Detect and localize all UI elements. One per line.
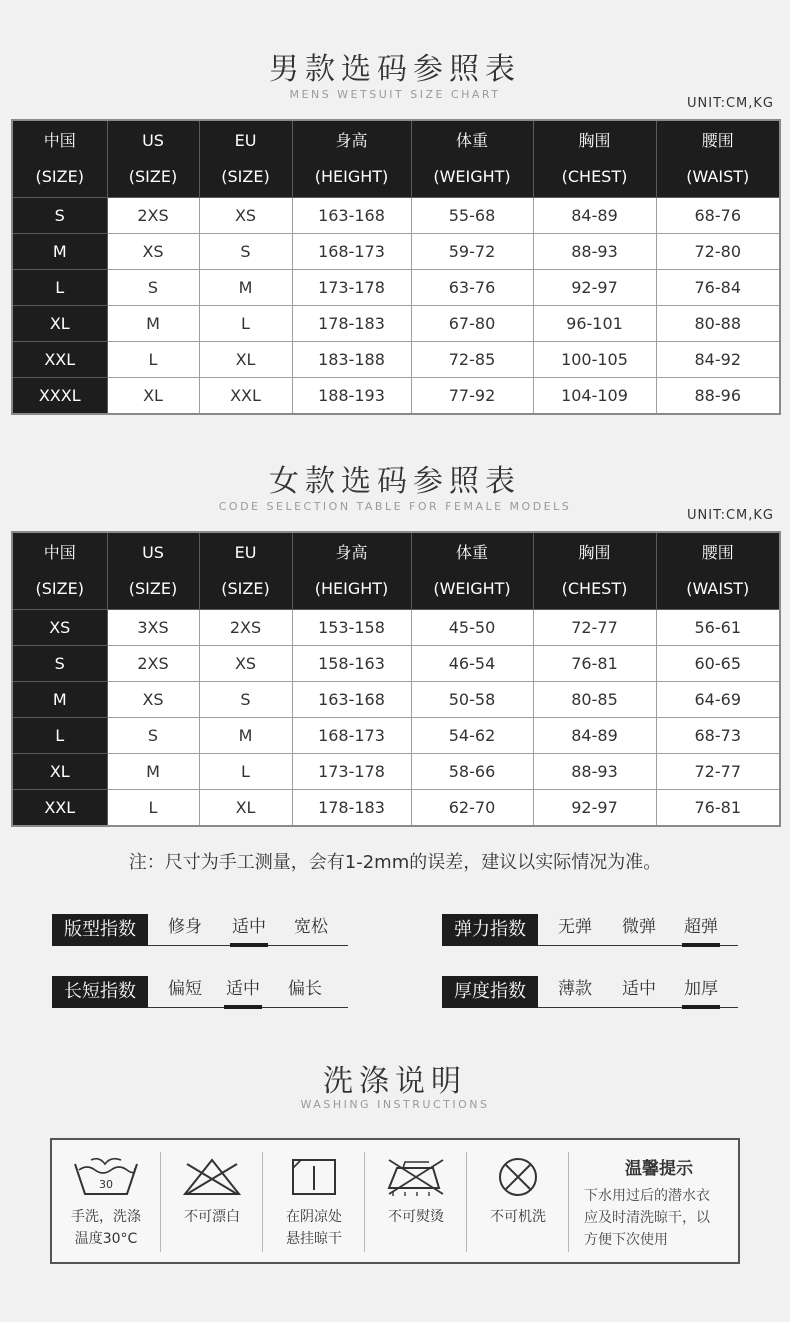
tips-text: 下水用过后的潜水衣 应及时清洗晾干，以 方便下次使用 <box>584 1188 710 1248</box>
weight-cell: 67-80 <box>411 306 533 342</box>
washing-instructions-box <box>50 1138 740 1264</box>
length-option-1: 偏短 <box>168 979 202 999</box>
us-size-cell: XL <box>107 378 199 415</box>
eu-size-cell: S <box>199 234 292 270</box>
wash-caption: 不可漂白 <box>184 1209 240 1225</box>
weight-cell: 59-72 <box>411 234 533 270</box>
eu-size-cell: L <box>199 306 292 342</box>
height-cell: 188-193 <box>292 378 411 415</box>
eu-size-cell: XL <box>199 790 292 827</box>
us-size-cell: 2XS <box>107 646 199 682</box>
cn-size-cell: XL <box>12 306 107 342</box>
height-cell: 183-188 <box>292 342 411 378</box>
elastic-option-3: 超弹 <box>684 917 718 937</box>
waist-cell: 80-88 <box>656 306 780 342</box>
women-header-waist: 腰围 (WAIST) <box>656 532 780 610</box>
length-selected-marker <box>224 1005 262 1009</box>
wash-caption: 不可熨烫 <box>388 1209 444 1225</box>
fit-index-label: 版型指数 <box>52 914 148 946</box>
elastic-index <box>442 914 738 948</box>
no-bleach-icon <box>177 1154 247 1200</box>
cn-size-cell: M <box>12 682 107 718</box>
table-row <box>12 718 780 754</box>
chest-cell: 88-93 <box>533 234 656 270</box>
women-header-chest: 胸围 (CHEST) <box>533 532 656 610</box>
us-size-cell: 3XS <box>107 610 199 646</box>
weight-cell: 54-62 <box>411 718 533 754</box>
height-cell: 163-168 <box>292 682 411 718</box>
fit-index <box>52 914 348 948</box>
chest-cell: 104-109 <box>533 378 656 415</box>
washing-tips <box>584 1140 734 1262</box>
weight-cell: 45-50 <box>411 610 533 646</box>
waist-cell: 88-96 <box>656 378 780 415</box>
eu-size-cell: XS <box>199 198 292 234</box>
cn-size-cell: XXXL <box>12 378 107 415</box>
fit-option-1: 修身 <box>168 917 202 937</box>
men-header-row <box>12 120 780 198</box>
weight-cell: 50-58 <box>411 682 533 718</box>
chest-cell: 84-89 <box>533 718 656 754</box>
cn-size-cell: XXL <box>12 790 107 827</box>
waist-cell: 84-92 <box>656 342 780 378</box>
women-header-height: 身高 (HEIGHT) <box>292 532 411 610</box>
waist-cell: 76-81 <box>656 790 780 827</box>
women-header-weight: 体重 (WEIGHT) <box>411 532 533 610</box>
wash-item-no-iron <box>366 1140 466 1262</box>
table-row <box>12 754 780 790</box>
table-row <box>12 342 780 378</box>
chest-cell: 96-101 <box>533 306 656 342</box>
waist-cell: 60-65 <box>656 646 780 682</box>
men-header-height: 身高 (HEIGHT) <box>292 120 411 198</box>
men-size-table <box>11 119 781 415</box>
cn-size-cell: XXL <box>12 342 107 378</box>
us-size-cell: 2XS <box>107 198 199 234</box>
weight-cell: 72-85 <box>411 342 533 378</box>
men-chart-subtitle: MENS WETSUIT SIZE CHART <box>289 88 501 101</box>
chest-cell: 80-85 <box>533 682 656 718</box>
length-option-2: 适中 <box>226 979 260 999</box>
men-header-weight: 体重 (WEIGHT) <box>411 120 533 198</box>
fit-option-2: 适中 <box>232 917 266 937</box>
washing-title: 洗涤说明 <box>323 1064 467 1099</box>
chest-cell: 88-93 <box>533 754 656 790</box>
tips-title: 温馨提示 <box>625 1159 693 1179</box>
height-cell: 173-178 <box>292 270 411 306</box>
us-size-cell: M <box>107 754 199 790</box>
elastic-option-2: 微弹 <box>622 917 656 937</box>
wash-divider <box>364 1152 365 1252</box>
fit-selected-marker <box>230 943 268 947</box>
wash-divider <box>160 1152 161 1252</box>
women-header-eu: EU (SIZE) <box>199 532 292 610</box>
women-header-cn: 中国 (SIZE) <box>12 532 107 610</box>
chest-cell: 84-89 <box>533 198 656 234</box>
height-cell: 168-173 <box>292 718 411 754</box>
women-header-us: US (SIZE) <box>107 532 199 610</box>
men-header-eu: EU (SIZE) <box>199 120 292 198</box>
line-dry-shade-icon <box>279 1154 349 1200</box>
wash-item-hand-wash <box>56 1140 156 1262</box>
men-unit-label: UNIT:CM,KG <box>687 96 774 111</box>
wash-item-no-bleach <box>162 1140 262 1262</box>
men-header-us: US (SIZE) <box>107 120 199 198</box>
no-machine-wash-icon <box>483 1154 553 1200</box>
height-cell: 178-183 <box>292 306 411 342</box>
waist-cell: 68-73 <box>656 718 780 754</box>
table-row <box>12 234 780 270</box>
eu-size-cell: M <box>199 718 292 754</box>
table-row <box>12 682 780 718</box>
waist-cell: 72-80 <box>656 234 780 270</box>
waist-cell: 76-84 <box>656 270 780 306</box>
chest-cell: 100-105 <box>533 342 656 378</box>
no-iron-icon <box>381 1154 451 1200</box>
thickness-option-2: 适中 <box>622 979 656 999</box>
weight-cell: 77-92 <box>411 378 533 415</box>
elastic-index-label: 弹力指数 <box>442 914 538 946</box>
height-cell: 173-178 <box>292 754 411 790</box>
us-size-cell: S <box>107 270 199 306</box>
weight-cell: 62-70 <box>411 790 533 827</box>
svg-text:30: 30 <box>99 1178 113 1191</box>
men-header-chest: 胸围 (CHEST) <box>533 120 656 198</box>
wash-item-line-dry <box>264 1140 364 1262</box>
wash-caption: 不可机洗 <box>490 1209 546 1225</box>
chest-cell: 72-77 <box>533 610 656 646</box>
women-header-row <box>12 532 780 610</box>
height-cell: 158-163 <box>292 646 411 682</box>
table-row <box>12 610 780 646</box>
length-option-3: 偏长 <box>288 979 322 999</box>
wash-divider <box>262 1152 263 1252</box>
women-unit-label: UNIT:CM,KG <box>687 508 774 523</box>
women-chart-title: 女款选码参照表 <box>269 464 521 499</box>
thickness-option-1: 薄款 <box>558 979 592 999</box>
cn-size-cell: M <box>12 234 107 270</box>
height-cell: 163-168 <box>292 198 411 234</box>
cn-size-cell: S <box>12 198 107 234</box>
men-header-cn: 中国 (SIZE) <box>12 120 107 198</box>
wash-item-no-machine-wash <box>468 1140 568 1262</box>
eu-size-cell: L <box>199 754 292 790</box>
cn-size-cell: S <box>12 646 107 682</box>
women-chart-subtitle: CODE SELECTION TABLE FOR FEMALE MODELS <box>218 500 572 513</box>
eu-size-cell: XXL <box>199 378 292 415</box>
chest-cell: 76-81 <box>533 646 656 682</box>
eu-size-cell: XS <box>199 646 292 682</box>
waist-cell: 68-76 <box>656 198 780 234</box>
wash-caption: 在阴凉处 悬挂晾干 <box>286 1209 342 1247</box>
eu-size-cell: M <box>199 270 292 306</box>
table-row <box>12 790 780 827</box>
us-size-cell: S <box>107 718 199 754</box>
weight-cell: 58-66 <box>411 754 533 790</box>
thickness-selected-marker <box>682 1005 720 1009</box>
eu-size-cell: XL <box>199 342 292 378</box>
cn-size-cell: XS <box>12 610 107 646</box>
cn-size-cell: L <box>12 718 107 754</box>
table-row <box>12 198 780 234</box>
weight-cell: 55-68 <box>411 198 533 234</box>
height-cell: 153-158 <box>292 610 411 646</box>
us-size-cell: L <box>107 790 199 827</box>
washing-subtitle: WASHING INSTRUCTIONS <box>300 1098 490 1111</box>
hand-wash-30-icon <box>71 1154 141 1200</box>
elastic-option-1: 无弹 <box>558 917 592 937</box>
wash-caption: 手洗，洗涤 温度30°C <box>71 1209 141 1247</box>
table-row <box>12 270 780 306</box>
height-cell: 168-173 <box>292 234 411 270</box>
height-cell: 178-183 <box>292 790 411 827</box>
table-row <box>12 378 780 415</box>
waist-cell: 56-61 <box>656 610 780 646</box>
thickness-index <box>442 976 738 1010</box>
length-index <box>52 976 348 1010</box>
eu-size-cell: S <box>199 682 292 718</box>
thickness-option-3: 加厚 <box>684 979 718 999</box>
men-header-waist: 腰围 (WAIST) <box>656 120 780 198</box>
waist-cell: 72-77 <box>656 754 780 790</box>
table-row <box>12 306 780 342</box>
weight-cell: 46-54 <box>411 646 533 682</box>
length-index-label: 长短指数 <box>52 976 148 1008</box>
us-size-cell: M <box>107 306 199 342</box>
weight-cell: 63-76 <box>411 270 533 306</box>
chest-cell: 92-97 <box>533 790 656 827</box>
us-size-cell: L <box>107 342 199 378</box>
us-size-cell: XS <box>107 682 199 718</box>
cn-size-cell: L <box>12 270 107 306</box>
women-size-table <box>11 531 781 827</box>
thickness-index-label: 厚度指数 <box>442 976 538 1008</box>
wash-divider <box>466 1152 467 1252</box>
men-chart-title: 男款选码参照表 <box>269 52 521 87</box>
chest-cell: 92-97 <box>533 270 656 306</box>
wash-divider <box>568 1152 569 1252</box>
elastic-selected-marker <box>682 943 720 947</box>
table-row <box>12 646 780 682</box>
cn-size-cell: XL <box>12 754 107 790</box>
us-size-cell: XS <box>107 234 199 270</box>
waist-cell: 64-69 <box>656 682 780 718</box>
measurement-note: 注：尺寸为手工测量，会有1-2mm的误差，建议以实际情况为准。 <box>128 852 662 873</box>
eu-size-cell: 2XS <box>199 610 292 646</box>
fit-option-3: 宽松 <box>294 917 328 937</box>
